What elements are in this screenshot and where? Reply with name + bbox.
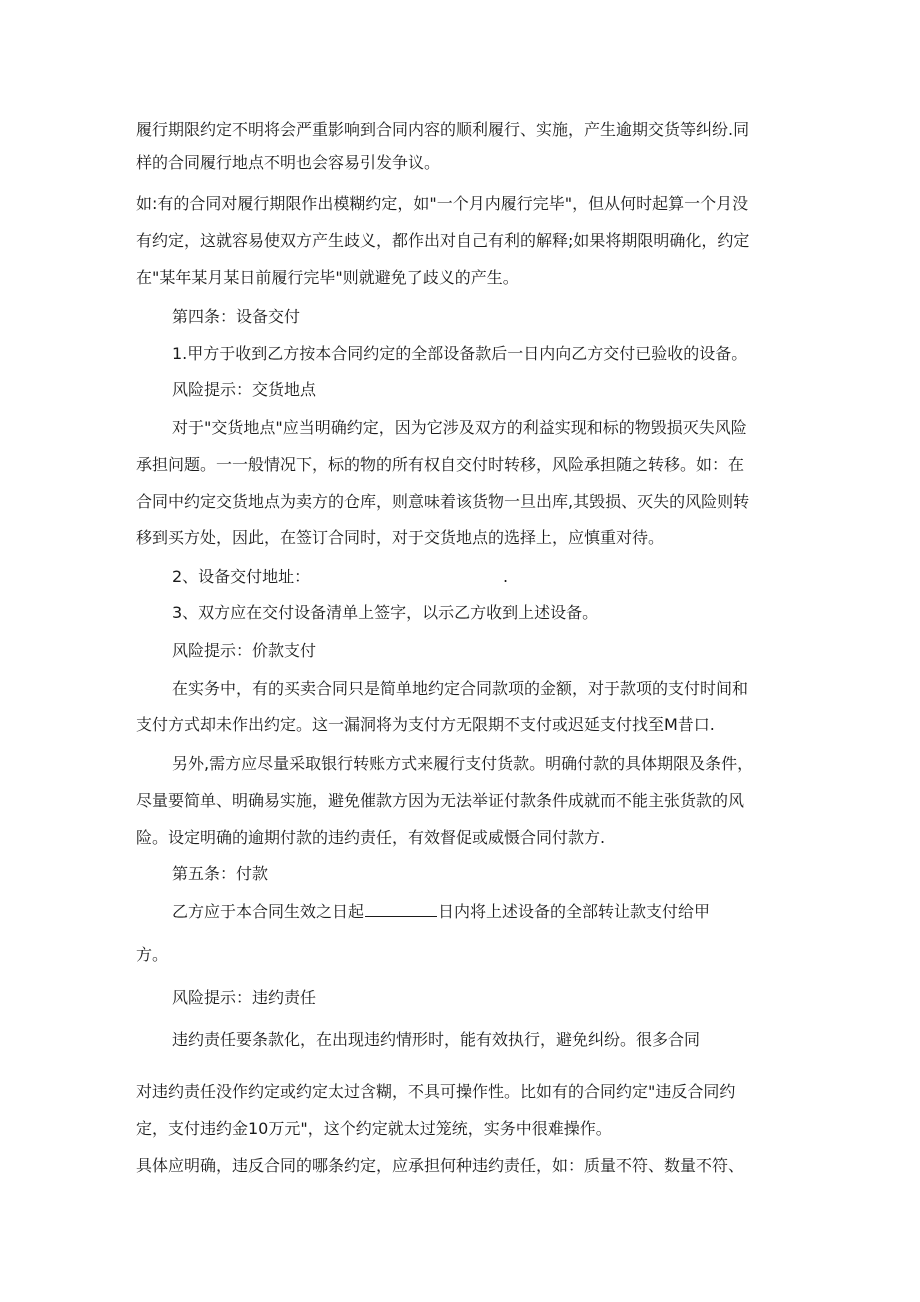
payment-line (172, 896, 710, 928)
text-line: 有约定，这就容易使双方产生歧义，都作出对自己有利的解释;如果将期限明确化，约定 (136, 231, 750, 250)
text-line: 3、双方应在交付设备清单上签字，以示乙方收到上述设备。 (172, 603, 599, 622)
text-line: 履行期限约定不明将会严重影响到合同内容的顺利履行、实施，产生逾期交货等纠纷.同 (136, 120, 750, 139)
text-line: 方。 (136, 945, 169, 964)
text-line: 2、设备交付地址： (172, 567, 311, 586)
risk-heading: 风险提示：交货地点 (172, 380, 317, 399)
text-line: 对违约责任没作约定或约定太过含糊，不具可操作性。比如有的合同约定"违反合同约 (136, 1082, 736, 1101)
text-line: 险。设定明确的逾期付款的违约责任，有效督促或威慑合同付款方. (136, 828, 606, 847)
section-heading: 第五条：付款 (172, 864, 269, 883)
text-line: 违约责任要条款化，在出现违约情形时，能有效执行，避免纠纷。很多合同 (172, 1030, 701, 1049)
text-line: 另外,需方应尽量采取银行转账方式来履行支付货款。明确付款的具体期限及条件， (172, 754, 754, 773)
text-line: 在"某年某月某日前履行完毕"则就避免了歧义的产生。 (136, 268, 519, 287)
address-blank-end: . (503, 567, 509, 586)
risk-heading: 风险提示：违约责任 (172, 988, 317, 1007)
text-line: 合同中约定交货地点为卖方的仓库，则意味着该货物一旦出库,其毁损、灭失的风险则转 (136, 492, 750, 511)
text-line: 对于"交货地点"应当明确约定，因为它涉及双方的利益实现和标的物毁损灭失风险 (172, 418, 747, 437)
text-segment: 日内将上述设备的全部转让款支付给甲 (438, 902, 711, 921)
text-line: 定，支付违约金10万元"，这个约定就太过笼统，实务中很难操作。 (136, 1119, 612, 1138)
text-line: 具体应明确，违反合同的哪条约定，应承担何种违约责任，如：质量不符、数量不符、 (136, 1156, 745, 1175)
text-line: 移到买方处，因此，在签订合同时，对于交货地点的选择上，应慎重对待。 (136, 528, 665, 547)
fill-in-blank (365, 896, 437, 917)
section-heading: 第四条：设备交付 (172, 307, 301, 326)
text-line: 如:有的合同对履行期限作出模糊约定，如"一个月内履行完毕"，但从何时起算一个月没 (136, 194, 749, 213)
text-segment: 乙方应于本合同生效之日起 (172, 902, 365, 921)
text-line: 承担问题。一一般情况下，标的物的所有权自交付时转移，风险承担随之转移。如：在 (136, 455, 745, 474)
text-line: 1.甲方于收到乙方按本合同约定的全部设备款后一日内向乙方交付已验收的设备。 (172, 344, 748, 363)
text-line: 尽量要简单、明确易实施，避免催款方因为无法举证付款条件成就而不能主张货款的风 (136, 791, 745, 810)
text-line: 支付方式却未作出约定。这一漏洞将为支付方无限期不支付或迟延支付找至M昔口. (136, 715, 715, 734)
text-line: 样的合同履行地点不明也会容易引发争议。 (136, 153, 441, 172)
text-line: 在实务中，有的买卖合同只是简单地约定合同款项的金额，对于款项的支付时间和 (172, 679, 749, 698)
risk-heading: 风险提示：价款支付 (172, 641, 317, 660)
